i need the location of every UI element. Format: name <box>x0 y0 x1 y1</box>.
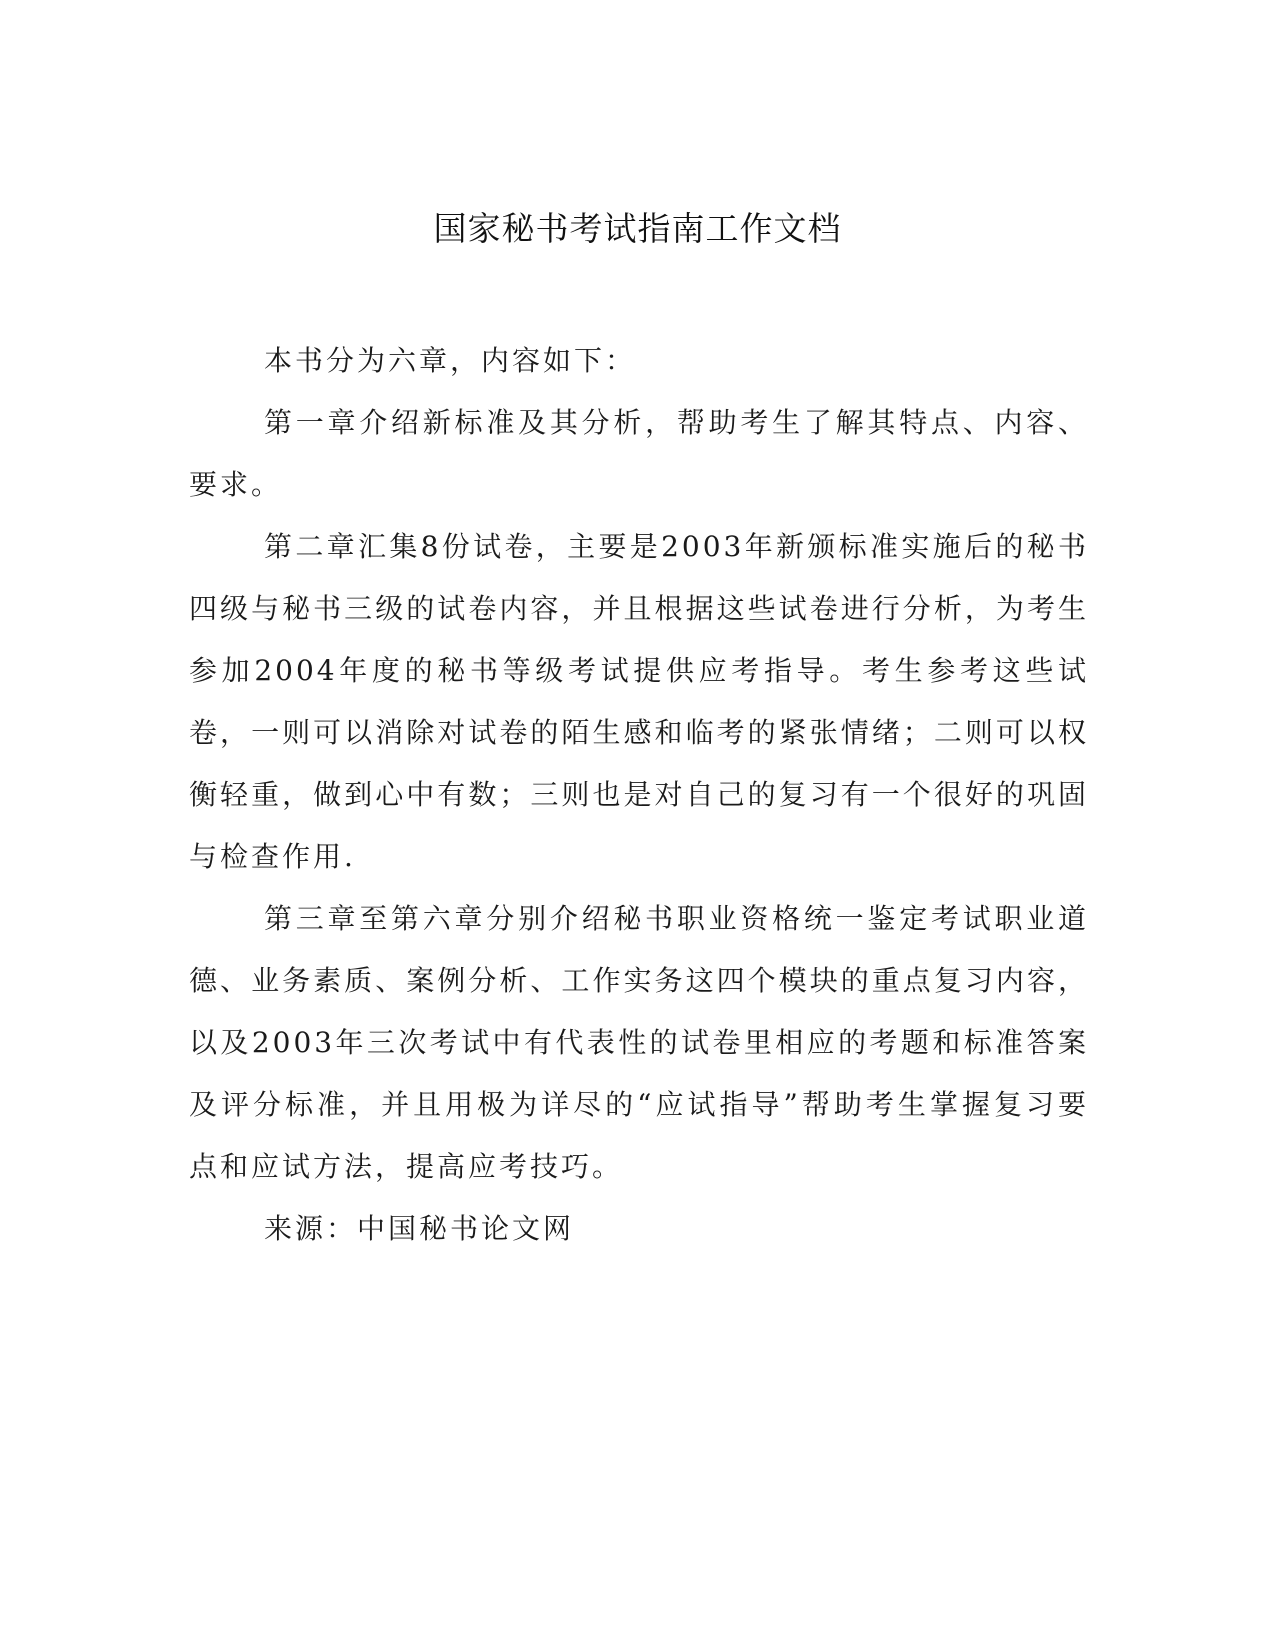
paragraph-chapters-three-to-six: 第三章至第六章分别介绍秘书职业资格统一鉴定考试职业道德、业务素质、案例分析、工作实务这四个模块的重点复习内容，以及2003年三次考试中有代表性的试卷里相应的考题和标准答案及评分标准，并且用极为详尽的“应试指导”帮助考生掌握复习要点和应试方法，提高应考技巧。 <box>189 902 1089 1183</box>
document-title: 国家秘书考试指南工作文档 <box>433 209 842 248</box>
paragraph-chapter-one: 第一章介绍新标准及其分析，帮助考生了解其特点、内容、要求。 <box>189 406 1089 501</box>
document-body <box>189 330 1089 1260</box>
paragraph-source: 来源：中国秘书论文网 <box>264 1212 575 1245</box>
paragraph-intro: 本书分为六章，内容如下： <box>264 344 637 377</box>
paragraph-chapter-two: 第二章汇集8份试卷，主要是2003年新颁标准实施后的秘书四级与秘书三级的试卷内容，并且根据这些试卷进行分析，为考生参加2004年度的秘书等级考试提供应考指导。考生参考这些试卷，一则可以消除对试卷的陌生感和临考的紧张情绪；二则可以权衡轻重，做到心中有数；三则也是对自己的复习有一个很好的巩固与检查作用. <box>189 530 1089 873</box>
